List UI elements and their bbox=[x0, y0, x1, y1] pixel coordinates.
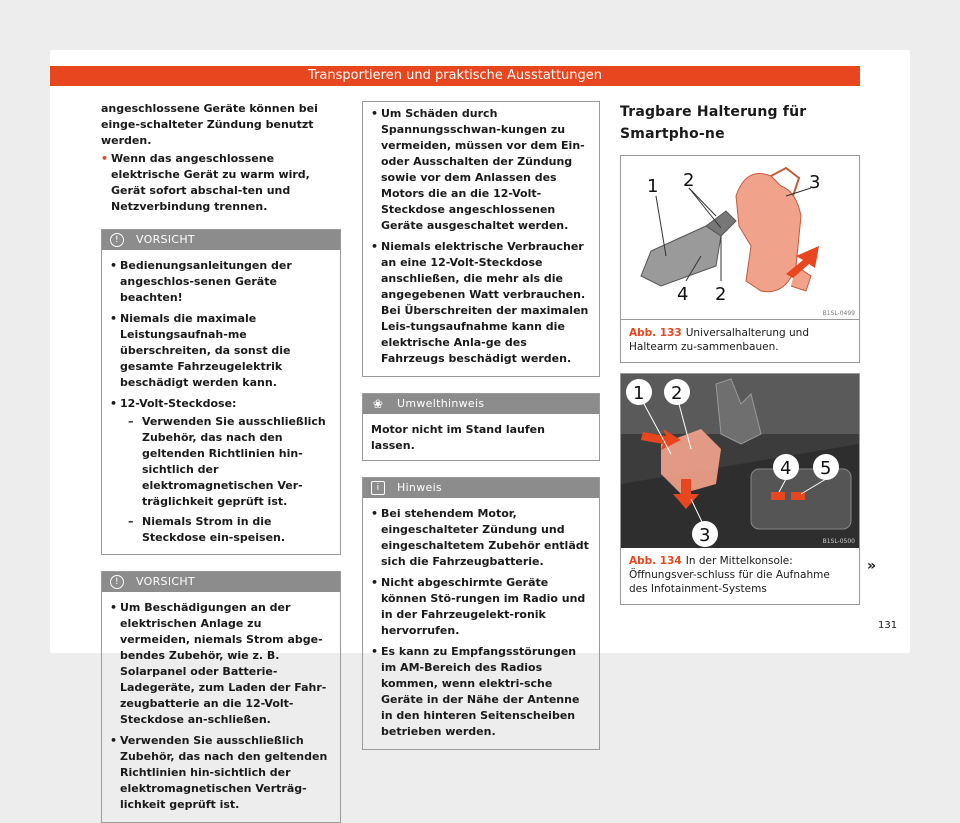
figure-134 bbox=[620, 373, 860, 605]
caution-box-1: ! VORSICHT • Bedienungsanleitungen der angeschlos-senen Geräte beachten! • Niemals die maximale Leistungsaufnah-me überschreiten, da sonst die gesamte Fahrzeugelektrik beschädigt werden kann. • 12-Volt-Steckdose: – Verwenden Sie ausschließlich Zubehör, das nach den geltenden Richtlinien hin-sichtlich der elektromagnetischen Ver-träglichkeit geprüft ist. – Niemals Strom in die Steckdose ein-speisen. bbox=[101, 229, 341, 555]
list-item: • Niemals die maximale Leistungsaufnah-me überschreiten, da sonst die gesamte Fahrzeugelektrik beschädigt werden kann. bbox=[110, 312, 291, 389]
page-number: 131 bbox=[878, 620, 898, 631]
column-right bbox=[620, 101, 860, 605]
caution-box-continued bbox=[362, 101, 600, 377]
list-item: • Nicht abgeschirmte Geräte können Stö-rungen im Radio und in der Fahrzeugelekt-ronik hervorrufen. bbox=[371, 576, 586, 637]
list-item: • Bedienungsanleitungen der angeschlos-senen Geräte beachten! bbox=[110, 259, 292, 304]
info-icon: i bbox=[371, 481, 385, 495]
image-code: B1SL-0499 bbox=[822, 310, 855, 317]
list-item: • Es kann zu Empfangsstörungen im AM-Bereich des Radios kommen, wenn elektri-sche Geräte in der Nähe der Antenne in den hinteren Seitenscheiben betrieben werden. bbox=[371, 645, 580, 738]
caution-box-2: ! VORSICHT • Um Beschädigungen an der elektrischen Anlage zu vermeiden, niemals Strom abge-bendes Zubehör, wie z. B. Solarpanel oder Batterie-Ladegeräte, zum Laden der Fahr-zeugbatterie an die 12-Volt-Steckdose an-schließen. • Verwenden Sie ausschließlich Zubehör, das nach den geltenden Richtlinien hin-sichtlich der elektromagnetischen Verträg-lichkeit geprüft ist. bbox=[101, 571, 341, 823]
callout-1: 1 bbox=[633, 383, 645, 404]
environment-text: Motor nicht im Stand laufen lassen. bbox=[371, 423, 545, 452]
column-middle bbox=[362, 101, 600, 750]
callout-2: 2 bbox=[683, 170, 695, 191]
leaf-icon: ❀ bbox=[372, 397, 384, 411]
figure-image bbox=[621, 374, 859, 548]
callout-2: 2 bbox=[671, 383, 683, 404]
sub-list-item: – Niemals Strom in die Steckdose ein-speisen. bbox=[128, 515, 286, 544]
list-item: • Bei stehendem Motor, eingeschalteter Zündung und eingeschaltetem Zubehör entlädt sich die Fahrzeugbatterie. bbox=[371, 507, 589, 568]
center-console-photo bbox=[621, 374, 859, 548]
intro-text: angeschlossene Geräte können bei einge-schalteter Zündung benutzt werden. bbox=[101, 102, 318, 147]
list-item: • Um Beschädigungen an der elektrischen Anlage zu vermeiden, niemals Strom abge-bendes Zubehör, wie z. B. Solarpanel oder Batterie-Ladegeräte, zum Laden der Fahr-zeugbatterie an die 12-Volt-Steckdose an-schließen. bbox=[110, 601, 327, 726]
warning-circle-icon: ! bbox=[110, 233, 124, 247]
list-item: • Niemals elektrische Verbraucher an eine 12-Volt-Steckdose anschließen, die mehr als die angegebenen Watt verbrauchen. Bei Überschreiten der maximalen Leis-tungsaufnahme kann die elektrische Anla-ge des Fahrzeugs beschädigt werden. bbox=[371, 240, 589, 365]
callout-3: 3 bbox=[699, 525, 711, 546]
note-box: i Hinweis • Bei stehendem Motor, eingeschalteter Zündung und eingeschaltetem Zubehör entlädt sich die Fahrzeugbatterie. • Nicht abgeschirmte Geräte können Stö-rungen im Radio und in der Fahrzeugelekt-ronik hervorrufen. • Es kann zu Empfangsstörungen im AM-Bereich des Radios kommen, wenn elektri-sche Geräte in der Nähe der Antenne in den hinteren Seitenscheiben betrieben werden. bbox=[362, 477, 600, 750]
environment-box: ❀ Umwelthinweis Motor nicht im Stand laufen lassen. bbox=[362, 393, 600, 461]
column-left bbox=[101, 101, 341, 823]
bullet-icon: • bbox=[101, 152, 109, 165]
callout-1: 1 bbox=[647, 176, 659, 197]
section-heading: Tragbare Halterung für Smartpho-ne bbox=[620, 104, 807, 142]
callout-4: 4 bbox=[780, 458, 792, 479]
callout-2b: 2 bbox=[715, 284, 727, 305]
continue-marker: » bbox=[867, 558, 877, 574]
figure-caption: Abb. 133 Universalhalterung und Haltearm zu-sammenbauen. bbox=[629, 327, 809, 353]
intro-bullet: • Wenn das angeschlossene elektrische Gerät zu warm wird, Gerät sofort abschal-ten und Netzverbindung trennen. bbox=[101, 152, 310, 213]
warning-circle-icon: ! bbox=[110, 575, 124, 589]
figure-133 bbox=[620, 155, 860, 363]
callout-5: 5 bbox=[820, 458, 832, 479]
list-item: • Um Schäden durch Spannungsschwan-kungen zu vermeiden, müssen vor dem Ein-oder Ausschalten der Zündung sowie vor dem Anlassen des Motors die an die 12-Volt-Steckdose angeschlossenen Geräte ausgeschaltet werden. bbox=[371, 107, 585, 232]
list-item: • 12-Volt-Steckdose: bbox=[110, 397, 237, 410]
callout-3: 3 bbox=[809, 172, 821, 193]
image-code: B1SL-0500 bbox=[822, 538, 855, 545]
sub-list-item: – Verwenden Sie ausschließlich Zubehör, das nach den geltenden Richtlinien hin-sichtlich der elektromagnetischen Ver-träglichkeit geprüft ist. bbox=[128, 415, 326, 508]
figure-caption: Abb. 134 In der Mittelkonsole: Öffnungsver-schluss für die Aufnahme des Infotainment-Systems bbox=[629, 555, 830, 595]
figure-image bbox=[621, 156, 859, 320]
list-item: • Verwenden Sie ausschließlich Zubehör, das nach den geltenden Richtlinien hin-sichtlich der elektromagnetischen Verträg-lichkeit geprüft ist. bbox=[110, 734, 328, 811]
phone-holder-illustration bbox=[621, 156, 859, 320]
page-header: Transportieren und praktische Ausstattungen bbox=[50, 66, 860, 86]
callout-4: 4 bbox=[677, 284, 689, 305]
